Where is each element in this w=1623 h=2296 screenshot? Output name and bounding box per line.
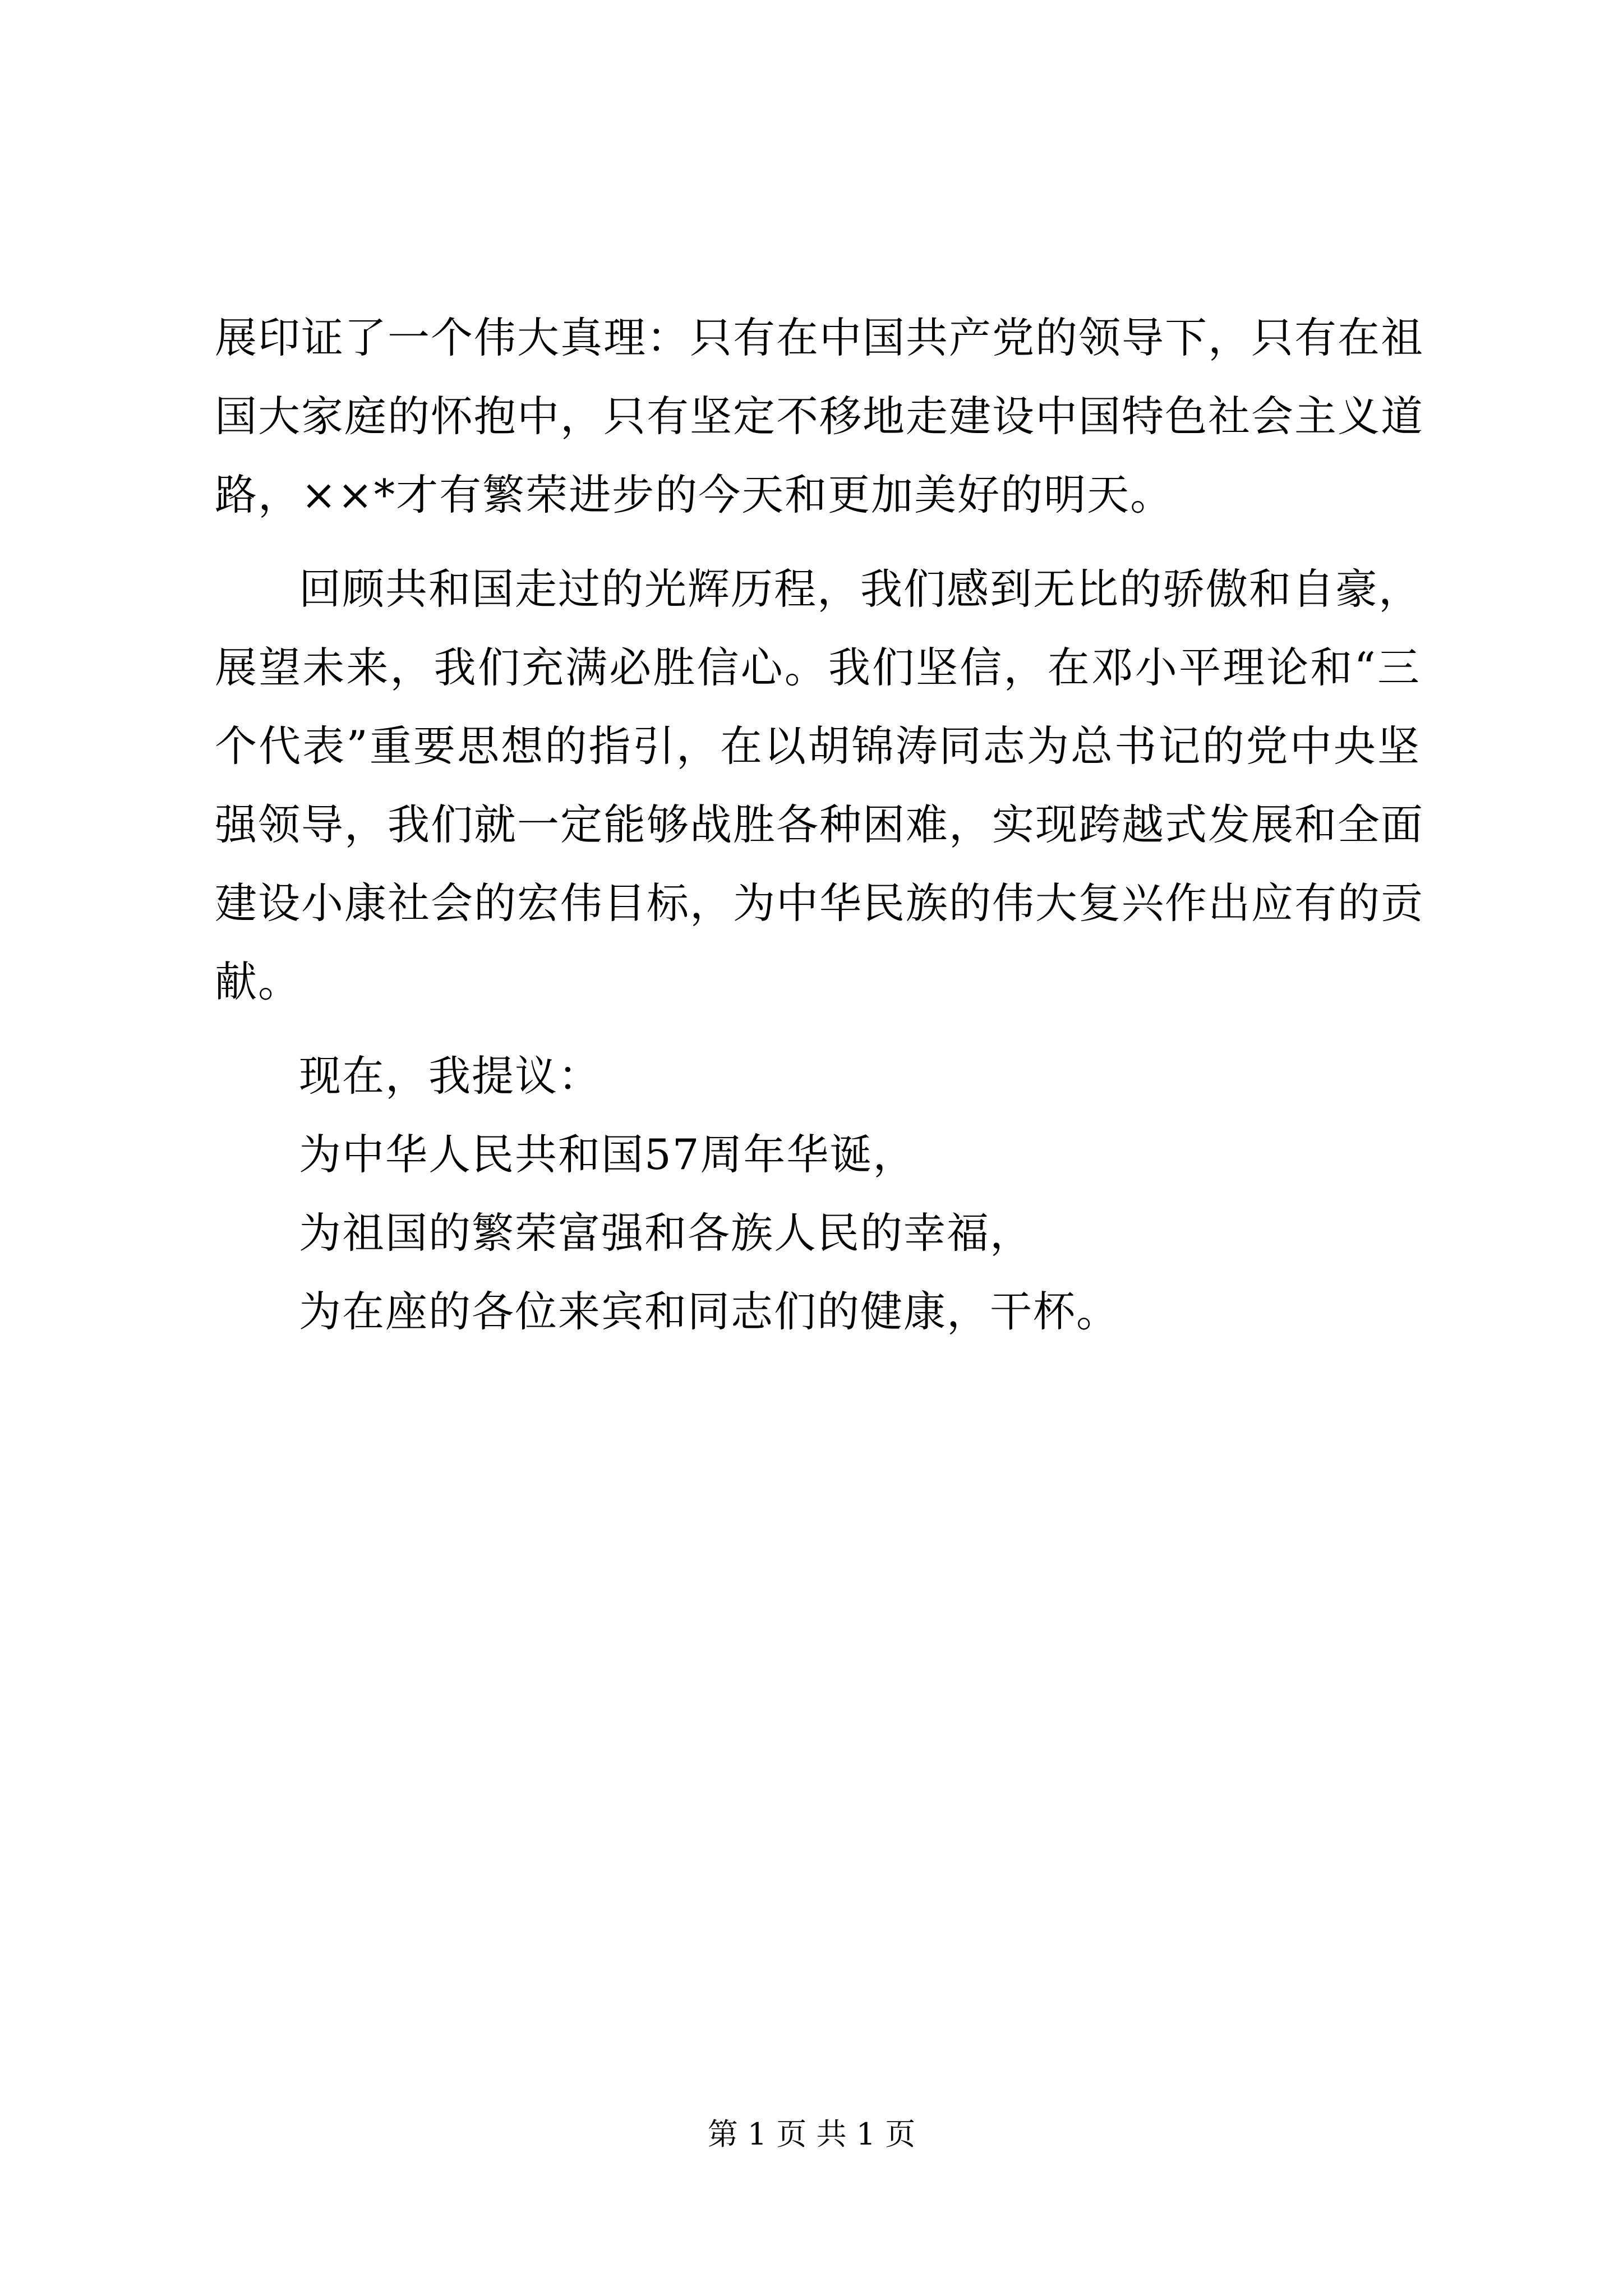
paragraph-1 (215, 298, 1424, 534)
text-line: 强领导，我们就一定能够战胜各种困难，实现跨越式发展和全面 (215, 800, 1424, 849)
text-line: 献。 (215, 957, 302, 1006)
paragraph-toast (215, 1037, 1421, 1351)
page-number-label: 第 1 页 共 1 页 (707, 2116, 916, 2152)
text-line: 现在，我提议： (299, 1051, 602, 1101)
text-line: 为中华人民共和国57周年华诞， (299, 1130, 916, 1179)
text-line: 路，××*才有繁荣进步的今天和更加美好的明天。 (215, 470, 1174, 519)
text-line: 展印证了一个伟大真理：只有在中国共产党的领导下，只有在祖 (215, 313, 1424, 362)
text-line: 为在座的各位来宾和同志们的健康，干杯。 (299, 1287, 1120, 1336)
text-line: 为祖国的繁荣富强和各族人民的幸福， (299, 1208, 1034, 1258)
document-body (215, 298, 1424, 1351)
paragraph-2 (215, 550, 1424, 1021)
text-line: 展望未来，我们充满必胜信心。我们坚信，在邓小平理论和“三 (215, 643, 1421, 692)
text-line: 个代表”重要思想的指引，在以胡锦涛同志为总书记的党中央坚 (215, 721, 1421, 771)
text-line: 建设小康社会的宏伟目标，为中华民族的伟大复兴作出应有的贡 (215, 878, 1424, 928)
text-line: 国大家庭的怀抱中，只有坚定不移地走建设中国特色社会主义道 (215, 392, 1424, 441)
text-line: 回顾共和国走过的光辉历程，我们感到无比的骄傲和自豪， (299, 564, 1422, 614)
page-footer (0, 2115, 1623, 2154)
